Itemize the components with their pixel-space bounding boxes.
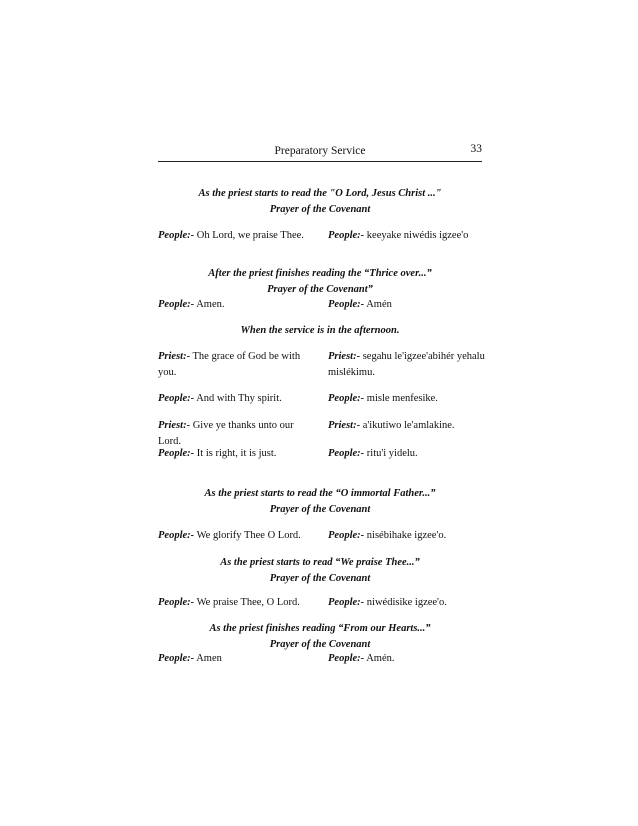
- line-transliteration: [328, 297, 488, 313]
- line-text: misle menfesike.: [364, 393, 438, 404]
- speaker-label: Priest:-: [158, 420, 191, 431]
- heading-line: Prayer of the Covenant: [269, 639, 371, 650]
- speaker-label: People:-: [158, 597, 195, 608]
- line-english: [158, 297, 316, 313]
- line-text: Amén: [364, 299, 392, 310]
- line-transliteration: [328, 349, 488, 381]
- heading-line: Prayer of the Covenant: [269, 204, 371, 215]
- running-header-title: Preparatory Service: [274, 145, 366, 157]
- line-text: Amen.: [194, 299, 225, 310]
- line-english: [158, 446, 316, 462]
- section-heading: [158, 555, 482, 587]
- speaker-label: People:-: [158, 448, 195, 459]
- speaker-label: Priest:-: [158, 351, 191, 362]
- speaker-label: Priest:-: [328, 351, 361, 362]
- speaker-label: People:-: [328, 653, 365, 664]
- line-english: [158, 528, 316, 544]
- line-text: keeyake niwédis igzee'o: [364, 230, 469, 241]
- speaker-label: People:-: [328, 530, 365, 541]
- line-transliteration: [328, 595, 488, 611]
- line-english: [158, 391, 316, 407]
- speaker-label: People:-: [328, 597, 365, 608]
- section-heading: [158, 323, 482, 339]
- line-text: Amen: [194, 653, 222, 664]
- line-transliteration: [328, 528, 488, 544]
- line-text: a'ikutiwo le'amlakine.: [360, 420, 455, 431]
- line-english: [158, 595, 316, 611]
- heading-line: Prayer of the Covenant”: [267, 284, 373, 295]
- heading-line: When the service is in the afternoon.: [240, 325, 400, 336]
- line-text: ritu'i yidelu.: [364, 448, 418, 459]
- line-text: nisébihake igzee'o.: [364, 530, 447, 541]
- heading-line: Prayer of the Covenant: [269, 504, 371, 515]
- heading-line: As the priest finishes reading “From our Hearts...”: [209, 623, 431, 634]
- line-text: Amén.: [364, 653, 395, 664]
- speaker-label: People:-: [328, 393, 365, 404]
- speaker-label: People:-: [328, 230, 365, 241]
- line-english: [158, 228, 316, 244]
- speaker-label: People:-: [158, 530, 195, 541]
- speaker-label: People:-: [328, 299, 365, 310]
- speaker-label: People:-: [158, 299, 195, 310]
- heading-line: As the priest starts to read the “O immortal Father...”: [204, 488, 436, 499]
- line-transliteration: [328, 651, 488, 667]
- line-transliteration: [328, 228, 488, 244]
- page-header: [158, 143, 482, 161]
- line-text: It is right, it is just.: [194, 448, 277, 459]
- line-text: And with Thy spirit.: [194, 393, 282, 404]
- line-text: We praise Thee, O Lord.: [194, 597, 300, 608]
- speaker-label: Priest:-: [328, 420, 361, 431]
- line-text: segahu le'igzee'abihér yehalu mislékimu.: [328, 351, 485, 378]
- section-heading: [158, 486, 482, 518]
- heading-line: As the priest starts to read the "O Lord, Jesus Christ ...": [198, 188, 442, 199]
- line-text: niwédisike igzee'o.: [364, 597, 447, 608]
- speaker-label: People:-: [328, 448, 365, 459]
- line-english: [158, 349, 316, 381]
- header-rule: [158, 161, 482, 162]
- page-number: 33: [470, 143, 482, 155]
- section-heading: [158, 266, 482, 298]
- speaker-label: People:-: [158, 393, 195, 404]
- line-text: The grace of God be with you.: [158, 351, 301, 378]
- heading-line: As the priest starts to read “We praise Thee...”: [220, 557, 420, 568]
- speaker-label: People:-: [158, 653, 195, 664]
- line-english: [158, 651, 316, 667]
- heading-line: Prayer of the Covenant: [269, 573, 371, 584]
- line-text: Give ye thanks unto our Lord.: [158, 420, 294, 447]
- section-heading: [158, 186, 482, 218]
- line-text: Oh Lord, we praise Thee.: [194, 230, 304, 241]
- line-transliteration: [328, 391, 488, 407]
- section-heading: [158, 621, 482, 653]
- line-transliteration: [328, 418, 488, 434]
- line-transliteration: [328, 446, 488, 462]
- heading-line: After the priest finishes reading the “Thrice over...”: [208, 268, 432, 279]
- line-text: We glorify Thee O Lord.: [194, 530, 301, 541]
- speaker-label: People:-: [158, 230, 195, 241]
